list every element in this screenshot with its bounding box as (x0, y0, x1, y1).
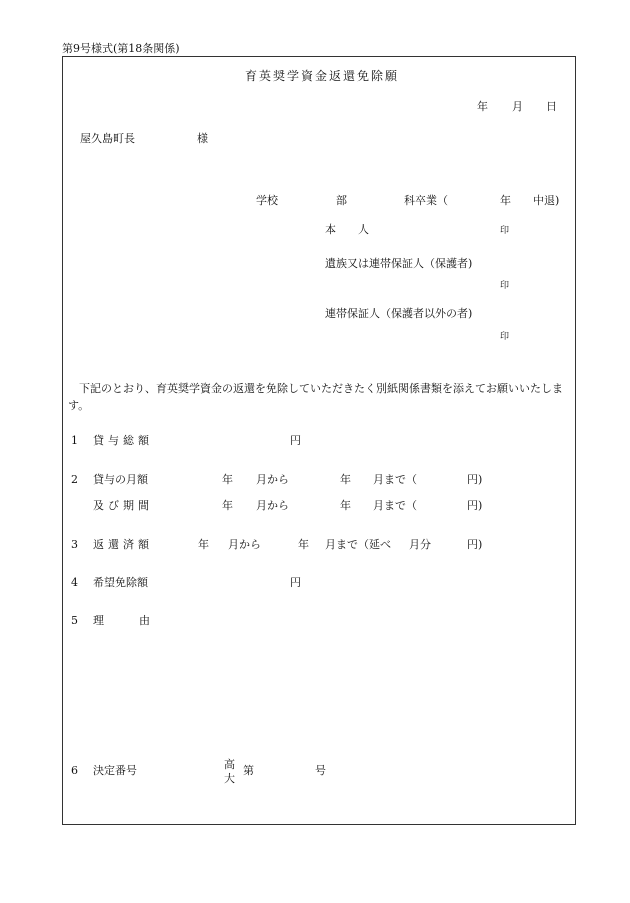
date-day: 日 (546, 100, 557, 113)
school-label: 学校 (256, 194, 278, 207)
date-month: 月 (512, 100, 523, 113)
item-1-label: 貸与総額 (93, 434, 153, 447)
item-5-number: 5 (71, 614, 78, 627)
form-number: 第9号様式(第18条関係) (62, 42, 180, 55)
item-2b-yen: 円) (467, 499, 483, 512)
item-6-prefix: 第 (243, 764, 254, 777)
signer-guardian: 遺族又は連帯保証人（保護者) (325, 257, 473, 270)
item-2-from-month: 月から (256, 473, 289, 486)
item-6-number: 6 (71, 764, 78, 777)
item-2b-to-month: 月まで（ (373, 499, 417, 512)
item-3-to-month: 月まで（延べ (325, 538, 391, 551)
dropout-label: 中退) (533, 194, 560, 207)
item-2b-from-month: 月から (256, 499, 289, 512)
major-label: 科卒業（ (404, 194, 448, 207)
item-2-label: 貸与の月額 (93, 473, 148, 486)
addressee-name: 屋久島町長 (80, 132, 135, 145)
item-1-number: 1 (71, 434, 78, 447)
form-title: 育英奨学資金返還免除願 (245, 69, 400, 83)
item-3-from-year: 年 (198, 538, 209, 551)
item-2-from-year: 年 (222, 473, 233, 486)
item-2-yen: 円) (467, 473, 483, 486)
seal-guarantor: 印 (500, 332, 510, 342)
item-5-label-a: 理 (93, 614, 104, 627)
date-year: 年 (477, 100, 488, 113)
item-2b-from-year: 年 (222, 499, 233, 512)
item-3-months: 月分 (409, 538, 431, 551)
item-3-yen: 円) (467, 538, 483, 551)
item-6-university: 大 (224, 772, 235, 785)
item-5-label-b: 由 (139, 614, 150, 627)
item-3-label: 返還済額 (93, 538, 153, 551)
dept-label: 部 (336, 194, 347, 207)
item-3-from-month: 月から (228, 538, 261, 551)
item-2-label-cont: 及び期間 (93, 499, 153, 512)
item-2b-to-year: 年 (340, 499, 351, 512)
item-4-label: 希望免除額 (93, 576, 148, 589)
item-3-number: 3 (71, 538, 78, 551)
signer-guarantor: 連帯保証人（保護者以外の者) (325, 307, 473, 320)
item-4-number: 4 (71, 576, 78, 589)
item-6-suffix: 号 (315, 764, 326, 777)
item-2-to-year: 年 (340, 473, 351, 486)
addressee-honorific: 様 (197, 132, 208, 145)
item-3-to-year: 年 (298, 538, 309, 551)
item-1-unit: 円 (290, 434, 301, 447)
grad-year-label: 年 (500, 194, 511, 207)
seal-guardian: 印 (500, 281, 510, 291)
item-6-high-school: 高 (224, 758, 235, 771)
item-6-label: 決定番号 (93, 764, 137, 777)
item-4-unit: 円 (290, 576, 301, 589)
item-2-number: 2 (71, 473, 78, 486)
request-paragraph: 下記のとおり、育英奨学資金の返還を免除していただきたく別紙関係書類を添えてお願いいたします。 (68, 382, 563, 412)
item-2-to-month: 月まで（ (373, 473, 417, 486)
signer-self: 本 人 (325, 223, 369, 236)
seal-self: 印 (500, 226, 510, 236)
